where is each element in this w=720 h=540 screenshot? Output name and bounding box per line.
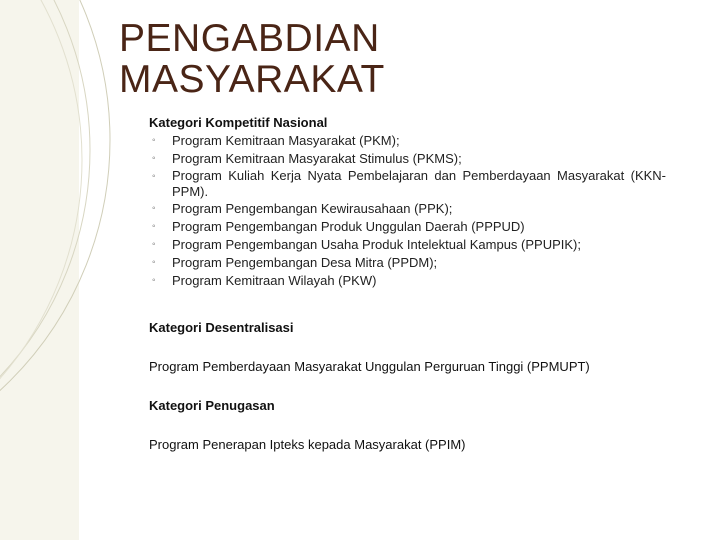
circle-bullet-icon: ◦ [152,257,156,268]
list-item [152,200,666,218]
kompetitif-list [152,132,666,290]
list-item [152,272,666,290]
list-item [152,150,666,168]
page-title-line-1: PENGABDIAN [119,17,380,60]
page-title [119,18,385,100]
list-item-text: Program Pengembangan Produk Unggulan Daerah (PPPUD) [172,219,525,234]
list-item-text: Program Pengembangan Kewirausahaan (PPK); [172,201,453,216]
circle-bullet-icon: ◦ [152,221,156,232]
list-item [152,168,666,200]
section-desentralisasi: Kategori Desentralisasi [149,320,294,335]
circle-bullet-icon: ◦ [152,153,156,164]
list-item [152,254,666,272]
circle-bullet-icon: ◦ [152,203,156,214]
circle-bullet-icon: ◦ [152,239,156,250]
section-penugasan: Kategori Penugasan [149,398,275,413]
circle-bullet-icon: ◦ [152,171,156,182]
list-item-text: Program Pengembangan Usaha Produk Intelektual Kampus (PPUPIK); [172,237,581,252]
section-ppim: Program Penerapan Ipteks kepada Masyarakat (PPIM) [149,437,466,452]
circle-bullet-icon: ◦ [152,135,156,146]
list-item [152,236,666,254]
list-item-text: Program Kuliah Kerja Nyata Pembelajaran dan Pemberdayaan Masyarakat (KKN-PPM). [172,168,666,199]
section-ppmupt: Program Pemberdayaan Masyarakat Unggulan Perguruan Tinggi (PPMUPT) [149,359,590,374]
list-item [152,218,666,236]
page-title-line-2: MASYARAKAT [119,58,385,101]
section-kompetitif-nasional: Kategori Kompetitif Nasional [149,115,328,130]
circle-bullet-icon: ◦ [152,275,156,286]
list-item-text: Program Kemitraan Masyarakat Stimulus (PKMS); [172,151,462,166]
list-item-text: Program Pengembangan Desa Mitra (PPDM); [172,255,438,270]
list-item [152,132,666,150]
list-item-text: Program Kemitraan Wilayah (PKW) [172,273,377,288]
list-item-text: Program Kemitraan Masyarakat (PKM); [172,133,400,148]
